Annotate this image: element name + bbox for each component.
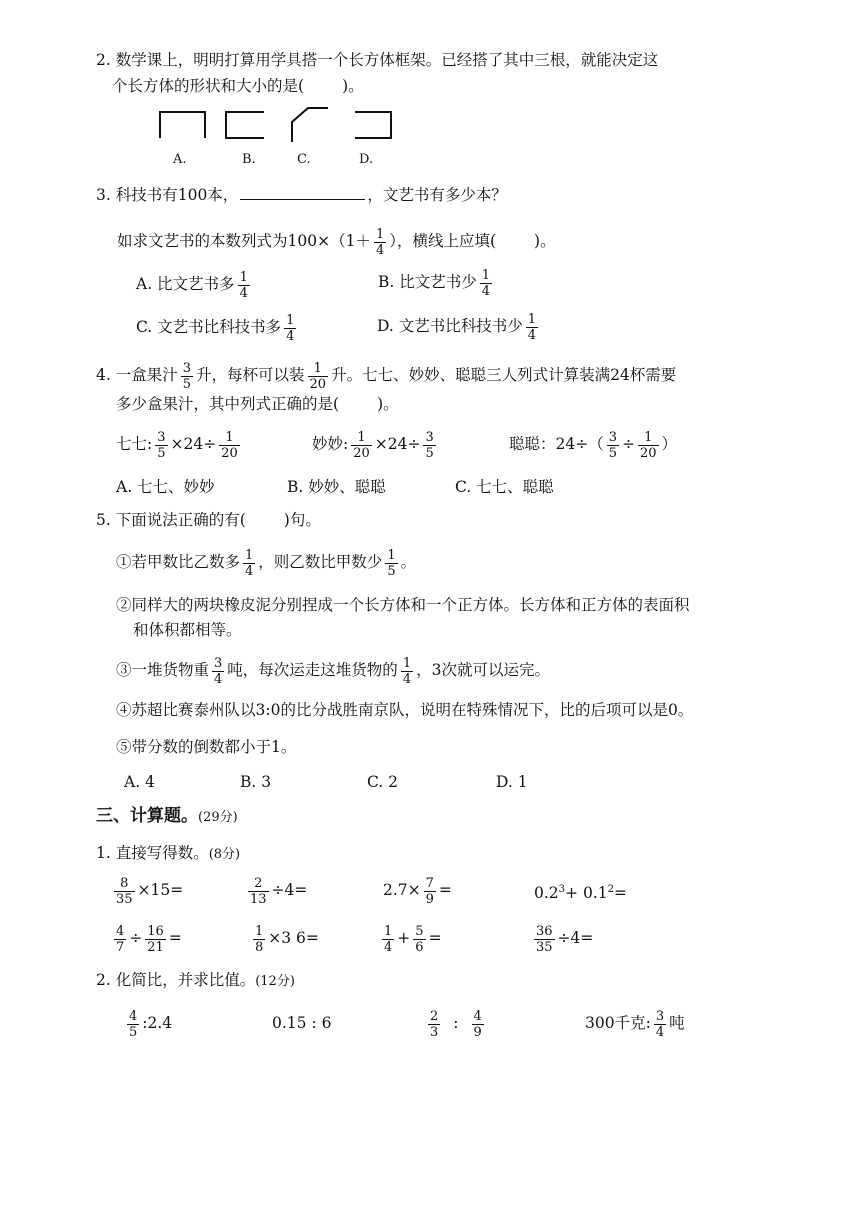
q5-statement-4: ④苏超比赛泰州队以3:0的比分战胜南京队，说明在特殊情况下，比的后项可以是0。	[116, 701, 694, 719]
expr: ÷4=	[557, 929, 594, 947]
q4-qiqi-formula	[116, 424, 243, 464]
label: 七七:	[116, 435, 153, 453]
q5-statement-3	[116, 650, 550, 690]
fraction: $\frac{1}{4}$	[527, 311, 537, 343]
fraction: $\frac{2}{3}$	[430, 1008, 439, 1040]
q3-pre: 3. 科技书有100本，	[96, 186, 239, 204]
q5-statement-2-line1: ②同样大的两块橡皮泥分别捏成一个长方体和一个正方体。长方体和正方体的表面积	[116, 596, 690, 614]
fraction: $\frac{1}{4}$	[481, 267, 491, 299]
expr: =	[438, 881, 452, 899]
option-text: D. 文艺书比科技书少	[377, 317, 523, 335]
q4-option-a[interactable]: A. 七七、妙妙	[116, 478, 215, 496]
q5-statement-5: ⑤带分数的倒数都小于1。	[116, 738, 297, 756]
calc-score: (12分)	[255, 974, 295, 989]
q2-option-d[interactable]: D.	[359, 152, 374, 167]
q4-text-c: 升。七七、妙妙、聪聪三人列式计算装满24杯需要	[331, 366, 677, 384]
q2-option-c[interactable]: C.	[297, 152, 311, 167]
q3-option-a[interactable]	[136, 265, 253, 303]
fraction: $\frac{36}{35}$	[536, 923, 553, 955]
calc-title: 1. 直接写得数。	[96, 844, 209, 862]
fraction: $\frac{1}{4}$	[402, 655, 412, 687]
statement-text: ①若甲数比乙数多	[116, 553, 241, 571]
calc-1-item-a[interactable]	[111, 870, 183, 910]
operator: ×24÷	[170, 435, 217, 453]
statement-end: ，3次就可以运完。	[416, 661, 550, 679]
fraction: $\frac{1}{4}$	[286, 312, 295, 344]
fraction: $\frac{1}{4}$	[245, 547, 254, 579]
expr: 2.7×	[383, 881, 421, 899]
expr: 0.2	[534, 884, 559, 903]
operator: ÷	[129, 929, 143, 947]
operator: ÷	[622, 435, 635, 453]
fraction: $\frac{1}{8}$	[255, 923, 264, 955]
q4-text-b: 升，每杯可以装	[196, 366, 305, 384]
expr: =	[428, 929, 442, 947]
q4-line1	[96, 356, 676, 394]
q5-title-text: 5. 下面说法正确的有(	[96, 511, 246, 529]
calc-score: (8分)	[208, 847, 241, 862]
fraction: $\frac{5}{6}$	[415, 923, 424, 955]
frame-shape-a	[158, 110, 208, 140]
option-text: C. 文艺书比科技书多	[136, 318, 282, 336]
q3-blank[interactable]	[240, 185, 365, 200]
q2-option-b[interactable]: B.	[242, 152, 256, 167]
operator: ×24÷	[374, 435, 421, 453]
section-title: 三、计算题。	[96, 806, 198, 826]
q3-line1	[96, 185, 507, 205]
fraction: $\frac{1}{20}$	[309, 360, 327, 392]
q5-option-d[interactable]: D. 1	[496, 773, 528, 791]
operator: :	[453, 1014, 459, 1032]
q5-statement-1	[116, 542, 416, 582]
expr: =	[613, 884, 627, 903]
q2-line2-end: )。	[342, 77, 364, 95]
statement-text: ，则乙数比甲数少	[258, 553, 383, 571]
statement-text: 吨，每次运走这堆货物的	[227, 661, 398, 679]
option-text: A. 比文艺书多	[136, 275, 235, 293]
fraction: $\frac{8}{35}$	[116, 875, 133, 907]
q3-post: ，文艺书有多少本？	[367, 186, 507, 204]
calc-1-item-g[interactable]	[379, 918, 442, 958]
q2-option-a[interactable]: A.	[173, 152, 187, 167]
calc-2-item-d[interactable]	[585, 1003, 685, 1043]
q5-statement-2-line2: 和体积都相等。	[133, 621, 242, 639]
paren-close: ）	[661, 435, 678, 453]
fraction: $\frac{1}{4}$	[384, 923, 393, 955]
expr: =	[168, 929, 182, 947]
calc-2-heading	[96, 970, 295, 992]
q3-formula-end: )。	[534, 232, 556, 250]
fraction: $\frac{3}{5}$	[425, 429, 434, 461]
expr: + 0.1	[565, 884, 608, 903]
q3-formula-line	[117, 222, 556, 260]
exponent: 3	[558, 884, 566, 895]
calc-1-item-f[interactable]	[250, 918, 319, 958]
operator: +	[397, 929, 411, 947]
statement-end: 。	[400, 553, 417, 571]
q4-option-c[interactable]: C. 七七、聪聪	[455, 478, 554, 496]
fraction: $\frac{3}{5}$	[608, 429, 617, 461]
q2-line2	[112, 76, 364, 96]
calc-1-item-e[interactable]	[111, 918, 182, 958]
section-score: (29分)	[198, 810, 238, 825]
q5-option-a[interactable]: A. 4	[124, 773, 155, 791]
calc-1-heading	[96, 843, 240, 865]
q5-option-b[interactable]: B. 3	[240, 773, 272, 791]
expr: ×15=	[137, 881, 184, 899]
fraction: $\frac{4}{7}$	[116, 923, 125, 955]
q4-line2-end: )。	[377, 395, 399, 413]
q3-option-b[interactable]	[378, 263, 495, 301]
q4-text-a: 4. 一盒果汁	[96, 366, 178, 384]
fraction: $\frac{16}{21}$	[147, 923, 164, 955]
section-3-heading	[96, 806, 238, 828]
calc-1-item-c[interactable]	[383, 870, 452, 910]
calc-2-item-c[interactable]	[425, 1003, 487, 1043]
fraction: $\frac{2}{13}$	[250, 875, 267, 907]
q4-line2	[116, 394, 399, 414]
fraction: $\frac{1}{4}$	[375, 226, 385, 258]
expr: ÷4=	[271, 881, 308, 899]
fraction: $\frac{3}{4}$	[214, 655, 223, 687]
fraction: $\frac{4}{5}$	[129, 1008, 138, 1040]
q3-formula-pre: 如求文艺书的本数列式为100×（1＋	[117, 232, 371, 250]
fraction: $\frac{4}{9}$	[473, 1008, 482, 1040]
exponent: 2	[607, 884, 614, 895]
q3-formula-post: ），横线上应填(	[389, 232, 497, 250]
fraction: $\frac{3}{5}$	[157, 429, 166, 461]
expr: 吨	[669, 1014, 685, 1032]
fraction: $\frac{1}{20}$	[640, 429, 657, 461]
calc-2-item-a[interactable]	[124, 1003, 172, 1043]
expr: ×3 6=	[268, 929, 319, 947]
frame-shape-d	[353, 110, 395, 142]
fraction: $\frac{7}{9}$	[425, 875, 434, 907]
statement-text: ③一堆货物重	[116, 661, 210, 679]
q4-congcong-formula	[509, 424, 677, 464]
fraction: $\frac{3}{4}$	[655, 1008, 665, 1040]
calc-1-item-b[interactable]	[245, 870, 307, 910]
q5-title-end: )句。	[283, 511, 321, 529]
option-text: B. 比文艺书少	[378, 273, 477, 291]
fraction: $\frac{1}{4}$	[239, 269, 248, 301]
fraction: $\frac{3}{5}$	[182, 360, 191, 392]
q4-option-b[interactable]: B. 妙妙、聪聪	[287, 478, 386, 496]
label: 妙妙:	[312, 435, 349, 453]
fraction: $\frac{1}{5}$	[387, 547, 396, 579]
calc-title: 2. 化简比，并求比值。	[96, 971, 256, 989]
q5-option-c[interactable]: C. 2	[367, 773, 399, 791]
expr: 300千克:	[585, 1014, 651, 1032]
fraction: $\frac{1}{20}$	[221, 429, 238, 461]
expr: :2.4	[142, 1014, 173, 1032]
q3-option-c[interactable]	[136, 308, 299, 346]
q4-miaomiao-formula	[312, 424, 439, 464]
label: 聪聪：24÷（	[509, 435, 604, 453]
fraction: $\frac{1}{20}$	[353, 429, 370, 461]
q2-line1: 2. 数学课上，明明打算用学具搭一个长方体框架。已经搭了其中三根，就能决定这	[96, 51, 659, 69]
q2-line2-text: 个长方体的形状和大小的是(	[112, 77, 305, 95]
calc-1-item-h[interactable]	[531, 918, 593, 958]
q4-line2-text: 多少盒果汁，其中列式正确的是(	[116, 395, 340, 413]
frame-shape-b	[224, 110, 269, 142]
q3-option-d[interactable]	[377, 307, 541, 345]
calc-1-item-d[interactable]	[534, 870, 627, 913]
frame-shape-c	[290, 104, 330, 144]
calc-2-item-b[interactable]: 0.15 : 6	[272, 1014, 332, 1032]
q5-title	[96, 510, 321, 530]
